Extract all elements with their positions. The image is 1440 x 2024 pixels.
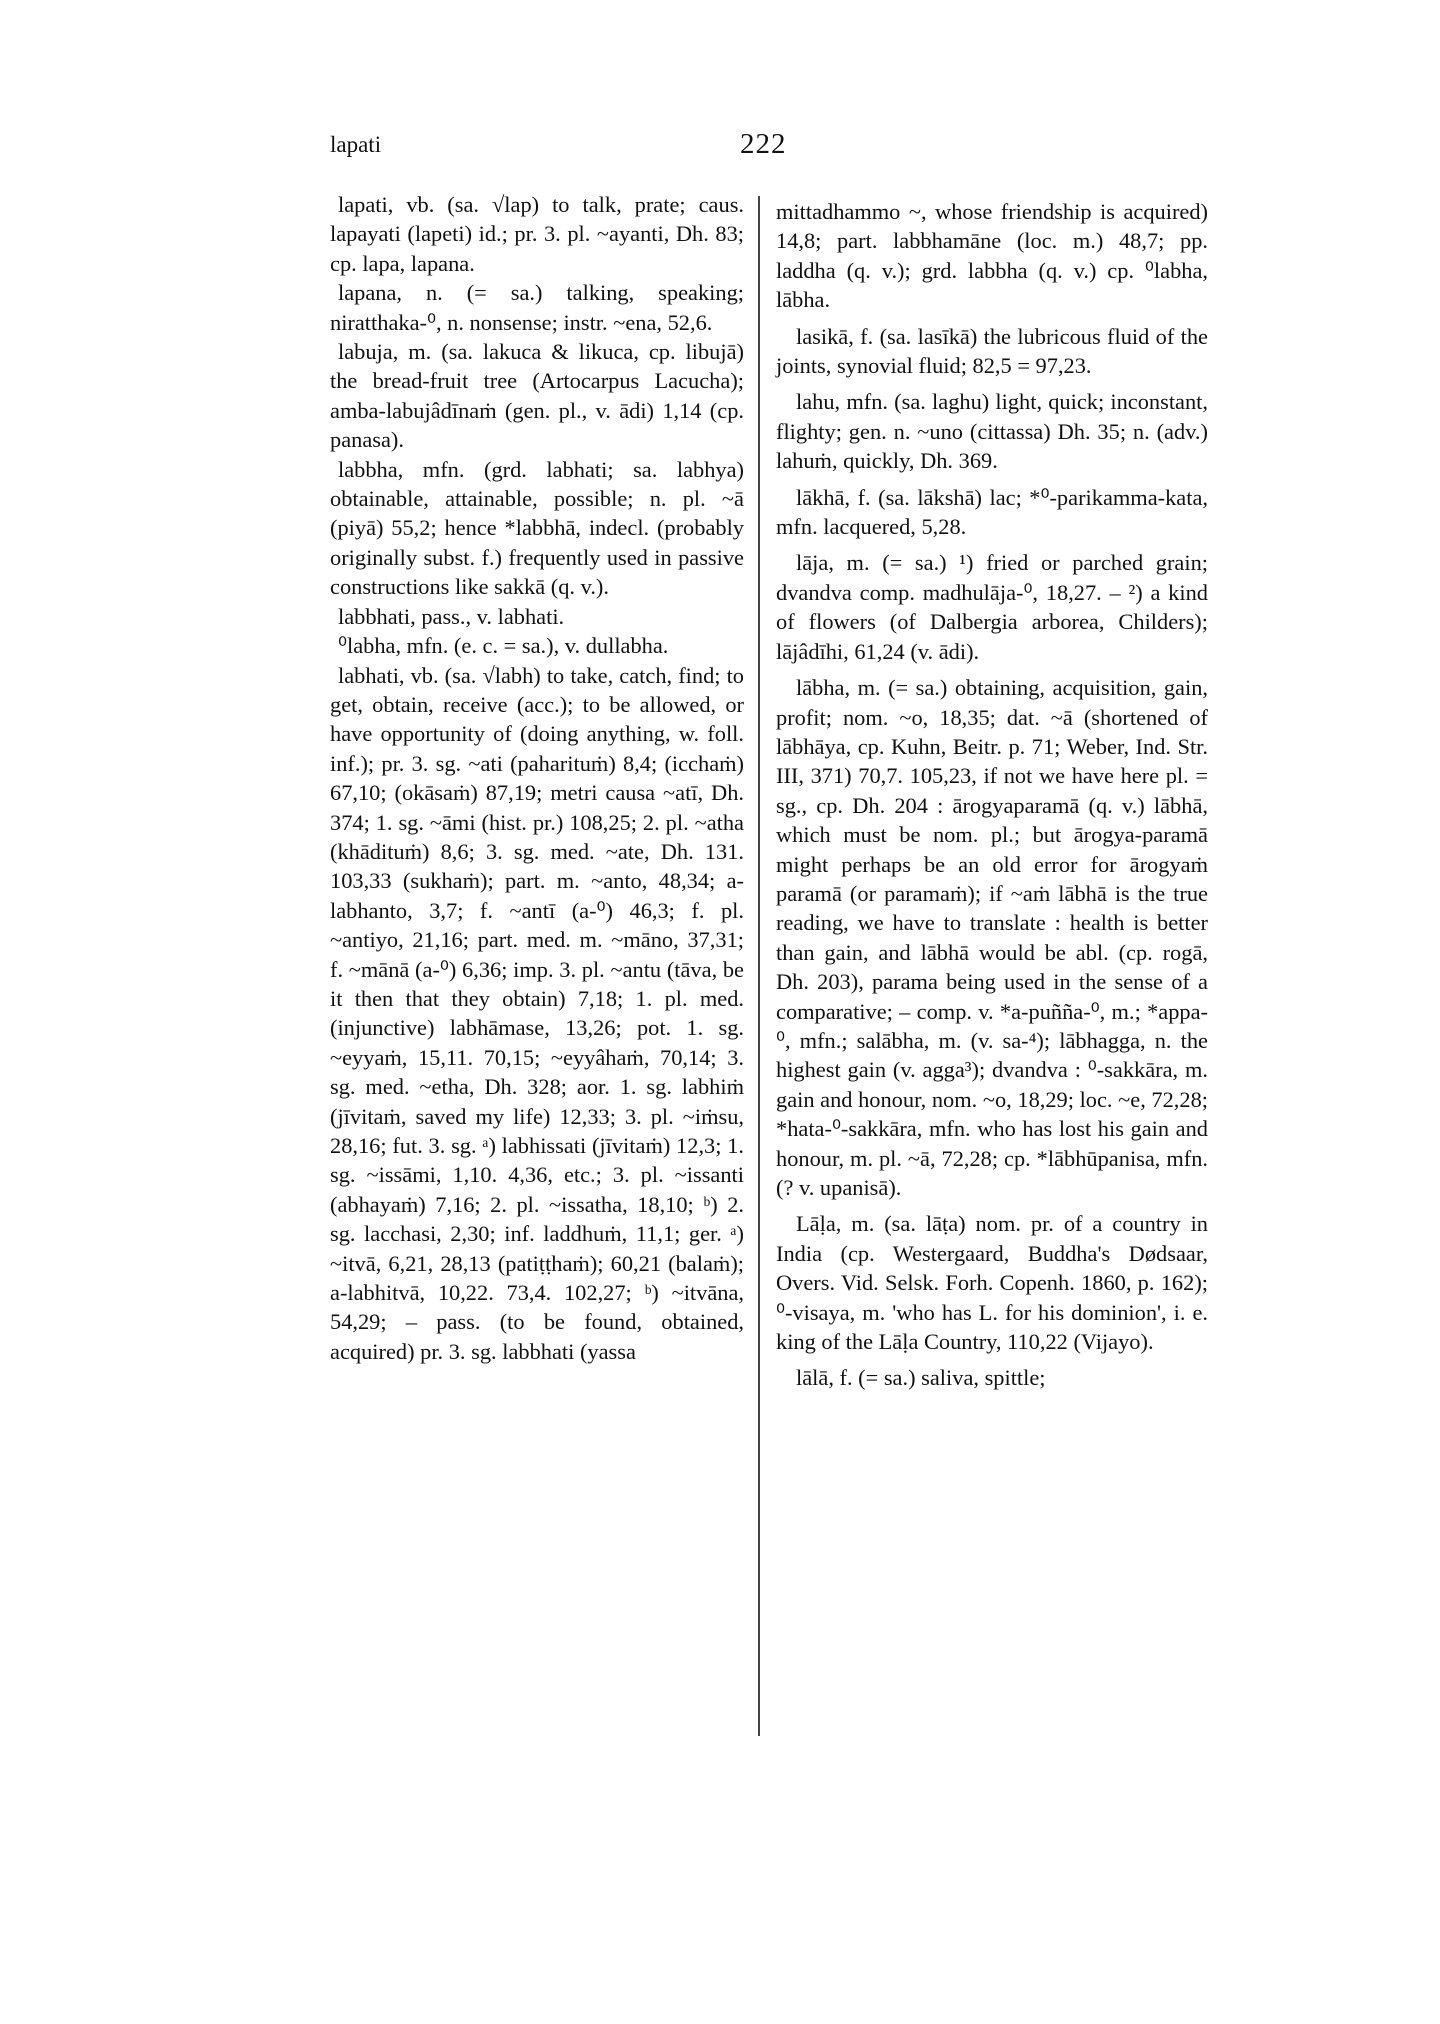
page-number: 222: [740, 128, 787, 160]
page-header: [330, 128, 1210, 168]
entry-lapati: lapati, vb. (sa. √lap) to talk, prate; caus. lapayati (lapeti) id.; pr. 3. pl. ~ayanti, Dh. 83; cp. lapa, lapana.: [330, 192, 744, 276]
entry-labbha: labbha, mfn. (grd. labhati; sa. labhya) obtainable, attainable, possible; n. pl. ~ā (piyā) 55,2; hence *labbhā, indecl. (probably originally subst. f.) frequently used in passive constructions like sakkā (q. v.).: [330, 456, 744, 600]
running-head: lapati: [330, 132, 382, 157]
entry-lasika: lasikā, f. (sa. lasīkā) the lubricous fluid of the joints, synovial fluid; 82,5 = 97,23.: [776, 323, 1208, 379]
entry-labha-suffix: ⁰labha, mfn. (e. c. = sa.), v. dullabha.: [338, 633, 669, 659]
right-column: [776, 197, 1208, 1400]
left-column: [330, 190, 744, 1366]
entry-lala-country: Lāḷa, m. (sa. lāṭa) nom. pr. of a country in India (cp. Westergaard, Buddha's Dødsaar, Overs. Vid. Selsk. Forh. Copenh. 1860, p. 162); ⁰-visaya, m. 'who has L. for his dominion', i. e. king of the Lāḷa Country, 110,22 (Vijayo).: [776, 1211, 1208, 1355]
entry-laja: lāja, m. (= sa.) ¹) fried or parched grain; dvandva comp. madhulāja-⁰, 18,27. – ²) a kind of flowers (of Dalbergia arborea, Childers); lājâdīhi, 61,24 (v. ādi).: [776, 550, 1208, 664]
entry-labhati: labhati, vb. (sa. √labh) to take, catch, find; to get, obtain, receive (acc.); to be allowed, or have opportunity of (doing anything, w. foll. inf.); pr. 3. sg. ~ati (paharituṁ) 8,4; (icchaṁ) 67,10; (okāsaṁ) 87,19; metri causa ~atī, Dh. 374; 1. sg. ~āmi (hist. pr.) 108,25; 2. pl. ~atha (khādituṁ) 8,6; 3. sg. med. ~ate, Dh. 131. 103,33 (sukhaṁ); part. m. ~anto, 48,34; a-labhanto, 3,7; f. ~antī (a-⁰) 46,3; f. pl. ~antiyo, 21,16; part. med. m. ~māno, 37,31; f. ~mānā (a-⁰) 6,36; imp. 3. pl. ~antu (tāva, be it then that they obtain) 7,18; 1. pl. med. (injunctive) labhāmase, 13,26; pot. 1. sg. ~eyyaṁ, 15,11. 70,15; ~eyyâhaṁ, 70,14; 3. sg. med. ~etha, Dh. 328; aor. 1. sg. labhiṁ (jīvitaṁ, saved my life) 12,33; 3. pl. ~iṁsu, 28,16; fut. 3. sg. ᵃ) labhissati (jīvitaṁ) 12,3; 1. sg. ~issāmi, 1,10. 4,36, etc.; 3. pl. ~issanti (abhayaṁ) 7,16; 2. pl. ~issatha, 18,10; ᵇ) 2. sg. lacchasi, 2,30; inf. laddhuṁ, 11,1; ger. ᵃ) ~itvā, 6,21, 28,13 (patiṭṭhaṁ); 60,21 (balaṁ); a-labhitvā, 10,22. 73,4. 102,27; ᵇ) ~itvāna, 54,29; – pass. (to be found, obtained, acquired) pr. 3. sg. labbhati (yassa: [330, 662, 744, 1364]
entry-lapana: lapana, n. (= sa.) talking, speaking; niratthaka-⁰, n. nonsense; instr. ~ena, 52,6.: [330, 280, 744, 335]
column-divider: [758, 196, 760, 1736]
entry-lahu: lahu, mfn. (sa. laghu) light, quick; inconstant, flighty; gen. n. ~uno (cittassa) Dh. 35; n. (adv.) lahuṁ, quickly, Dh. 369.: [776, 389, 1208, 474]
entry-labbhati: labbhati, pass., v. labhati.: [338, 603, 565, 629]
entry-labha: lābha, m. (= sa.) obtaining, acquisition, gain, profit; nom. ~o, 18,35; dat. ~ā (shortened of lābhāya, cp. Kuhn, Beitr. p. 71; Weber, Ind. Str. III, 371) 70,7. 105,23, if not we have here pl. = sg., cp. Dh. 204 : ārogyaparamā (q. v.) lābhā, which must be nom. pl.; but ārogya-paramā might perhaps be an old error for ārogyaṁ paramā (or paramaṁ); if ~aṁ lābhā is the true reading, we have to translate : health is better than gain, and lābhā would be abl. (cp. rogā, Dh. 203), parama being used in the sense of a comparative; – comp. v. *a-puñña-⁰, m.; *appa-⁰, mfn.; salābha, m. (v. sa-⁴); lābhagga, n. the highest gain (v. agga³); dvandva : ⁰-sakkāra, m. gain and honour, nom. ~o, 18,29; loc. ~e, 72,28; *hata-⁰-sakkāra, mfn. who has lost his gain and honour, m. pl. ~ā, 72,28; cp. *lābhūpanisa, mfn. (? v. upanisā).: [776, 675, 1208, 1200]
entry-lala: lālā, f. (= sa.) saliva, spittle;: [796, 1365, 1046, 1391]
entry-labhati-continued: mittadhammo ~, whose friendship is acquired) 14,8; part. labbhamāne (loc. m.) 48,7; pp. laddha (q. v.); grd. labbha (q. v.) cp. ⁰labha, lābha.: [776, 199, 1208, 313]
entry-labuja: labuja, m. (sa. lakuca & likuca, cp. libujā) the bread-fruit tree (Artocarpus Lacucha); amba-labujâdīnaṁ (gen. pl., v. ādi) 1,14 (cp. panasa).: [330, 339, 744, 453]
entry-lakha: lākhā, f. (sa. lākshā) lac; *⁰-parikamma-kata, mfn. lacquered, 5,28.: [776, 484, 1208, 540]
